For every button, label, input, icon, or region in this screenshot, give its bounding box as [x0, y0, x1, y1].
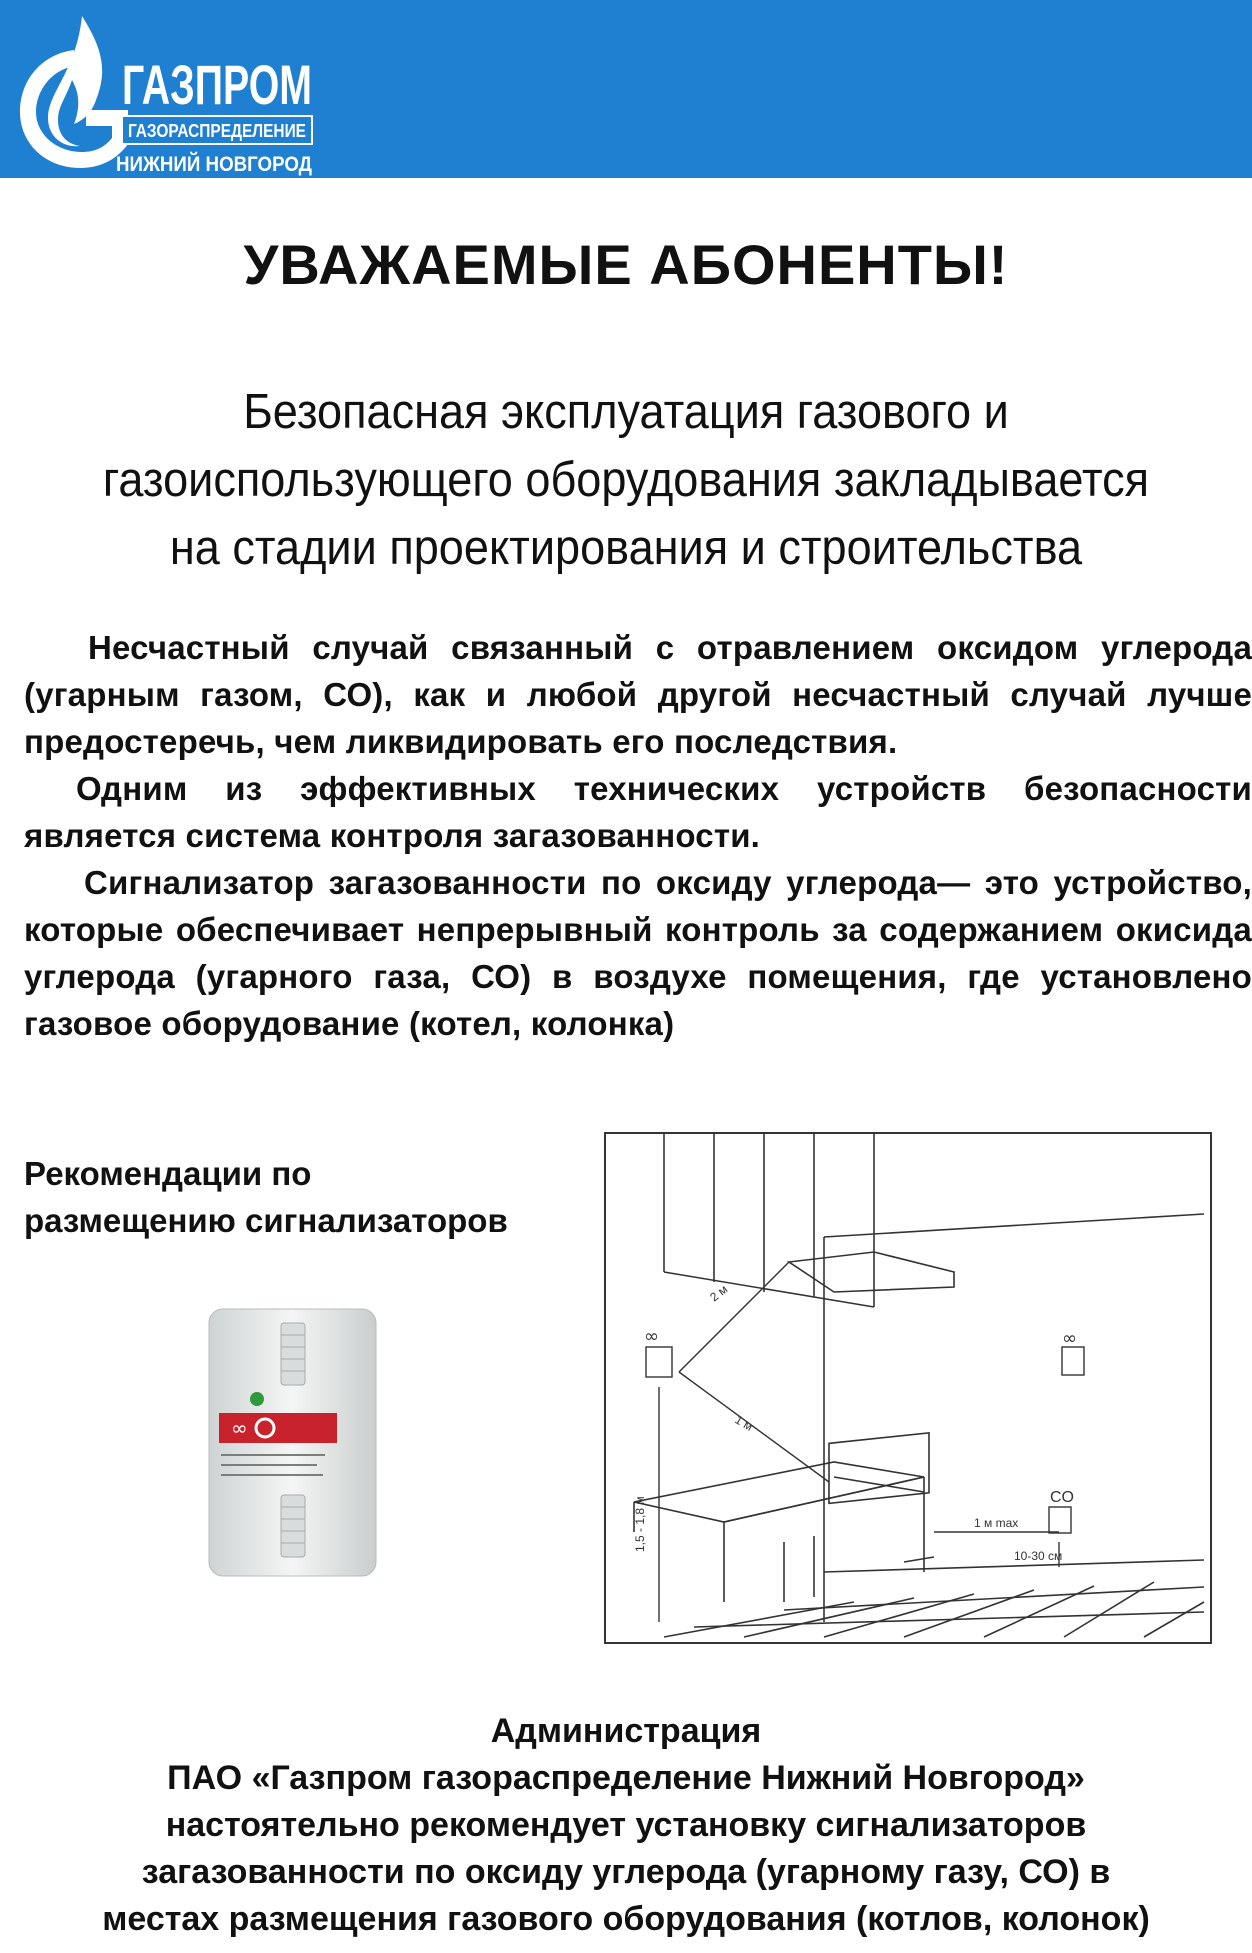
brand-name: ГАЗПРОМ	[122, 53, 312, 116]
subtitle	[59, 378, 1192, 582]
paragraph-accident: Несчастный случай связанный с отравлением оксидом углерода (угарным газом, СО), как и любой другой несчастный случай лучше предостеречь, чем ликвидировать его последствия.	[24, 629, 1252, 760]
label-stove-distance: 1 м max	[974, 1516, 1019, 1530]
label-diagonal-distance: 1 м	[732, 1412, 756, 1434]
footer-line: местах размещения газового оборудования (котлов, колонок)	[102, 1900, 1150, 1938]
sensor-symbol-right: ∞	[1062, 1328, 1077, 1349]
paragraph-safety-system: Одним из эффективных технических устройств безопасности является система контроля загазованности.	[24, 770, 1252, 854]
sensor-placement-diagram	[604, 1132, 1212, 1644]
subtitle-line: газоиспользующего оборудования закладывается	[102, 453, 1150, 507]
infinity-icon: ∞	[231, 1416, 248, 1440]
bottom-vent-icon	[281, 1495, 305, 1557]
gas-alarm-device-image	[205, 1305, 380, 1580]
flame-icon	[48, 16, 102, 146]
header-banner	[0, 0, 1252, 178]
top-vent-icon	[281, 1323, 305, 1385]
footer-line: ПАО «Газпром газораспределение Нижний Новгород»	[167, 1759, 1085, 1797]
footer-line: настоятельно рекомендует установку сигнализаторов	[165, 1806, 1087, 1844]
subtitle-line: на стадии проектирования и строительства	[169, 521, 1083, 575]
label-floor-height: 10-30 см	[1014, 1549, 1063, 1563]
paragraph-alarm-definition: Сигнализатор загазованности по оксиду углерода— это устройство, которые обеспечивает непрерывный контроль за содержанием окисида углерода (угарного газа, СО) в воздухе помещения, где установлено газовое оборудование (котел, колонка)	[24, 864, 1252, 1042]
page-title: УВАЖАЕМЫЕ АБОНЕНТЫ!	[243, 233, 1009, 296]
subtitle-line: Безопасная эксплуатация газового и	[243, 385, 1009, 439]
footer-line: загазованности по оксиду углерода (угарному газу, СО) в	[141, 1853, 1111, 1891]
co-label: CO	[1050, 1489, 1074, 1506]
diagram-frame	[605, 1133, 1211, 1643]
label-ceiling-distance: 2 м	[707, 1282, 731, 1305]
body-text	[24, 624, 1252, 1047]
recommendation-heading	[24, 1150, 604, 1244]
gazprom-logo	[4, 8, 336, 176]
footer-line: Администрация	[490, 1712, 762, 1750]
recommendation-line: размещению сигнализаторов	[24, 1202, 508, 1239]
division-name: ГАЗОРАСПРЕДЕЛЕНИЕ	[128, 121, 306, 141]
city-name: НИЖНИЙ НОВГОРОД	[116, 153, 336, 176]
recommendation-line: Рекомендации по	[24, 1155, 312, 1192]
status-light-icon	[250, 1392, 264, 1406]
label-sensor-height: 1,5 - 1,8 м	[633, 1496, 647, 1552]
footer-notice	[0, 1708, 1252, 1943]
sensor-symbol-left: ∞	[644, 1326, 659, 1347]
